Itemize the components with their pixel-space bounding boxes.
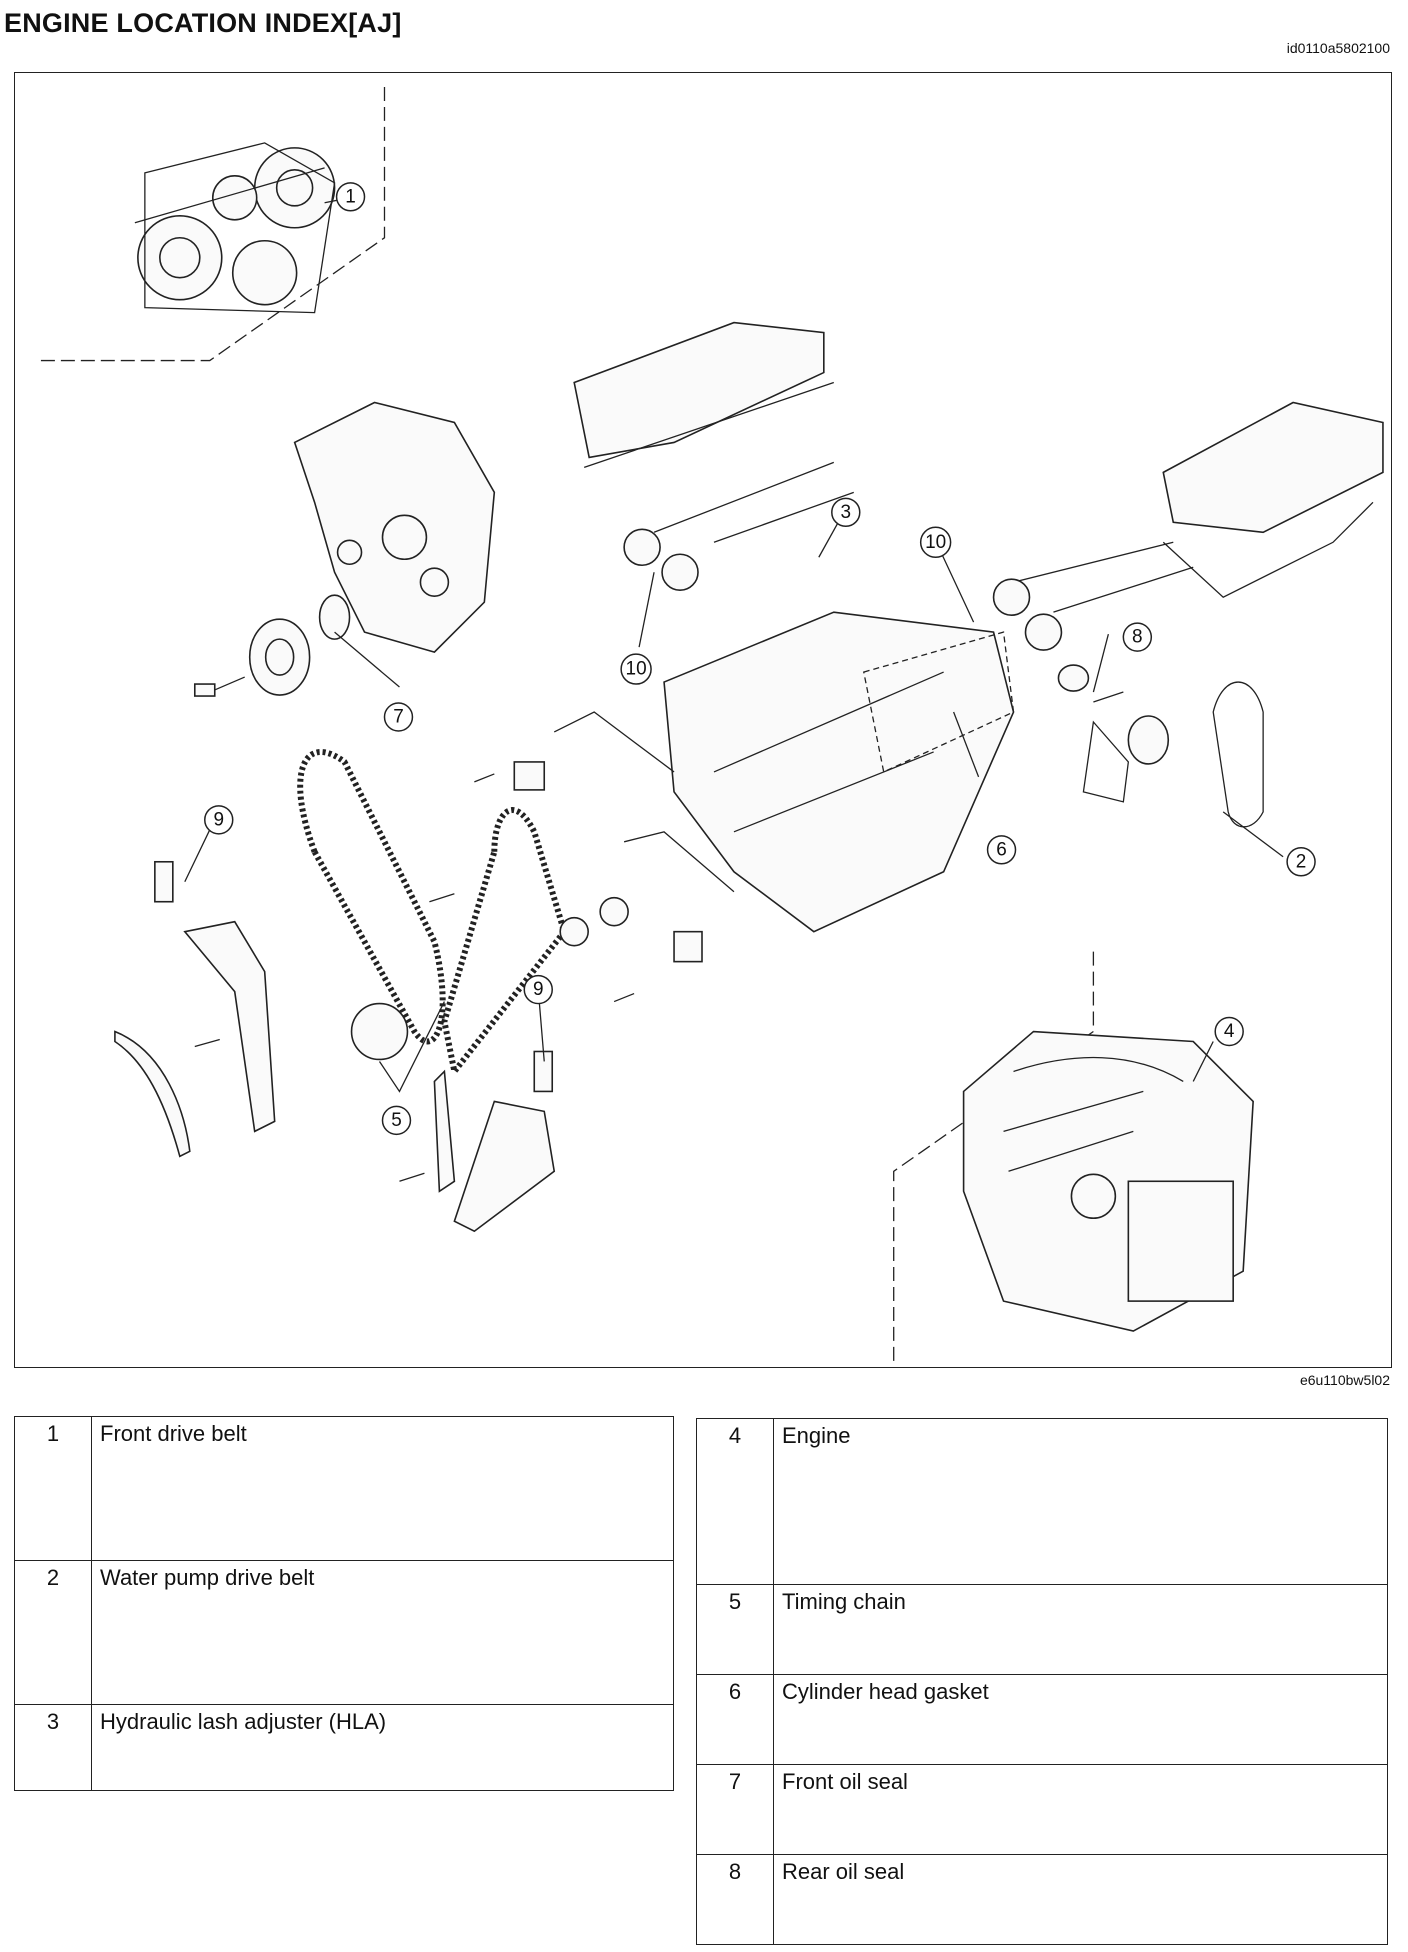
legend-label: Engine: [774, 1419, 1388, 1585]
legend-number: 7: [697, 1765, 774, 1855]
callout-4: [1215, 1018, 1243, 1046]
svg-text:7: 7: [393, 706, 404, 728]
svg-text:9: 9: [532, 979, 544, 1001]
inset-front-drive-belt: [35, 87, 384, 361]
document-id: id0110a5802100: [1286, 40, 1390, 56]
svg-text:4: 4: [1223, 1021, 1235, 1043]
timing-chains: [300, 752, 628, 1071]
svg-text:8: 8: [1132, 626, 1143, 648]
legend-table-right: [696, 1418, 1388, 1945]
svg-text:3: 3: [840, 501, 852, 523]
valve-cover-right: [1163, 402, 1383, 597]
svg-text:6: 6: [996, 839, 1007, 861]
legend-number: 6: [697, 1675, 774, 1765]
water-pump-drive-belt: [1213, 682, 1263, 827]
legend-label: Hydraulic lash adjuster (HLA): [92, 1705, 674, 1791]
legend-label: Front drive belt: [92, 1417, 674, 1561]
callout-8: [1123, 623, 1151, 651]
table-row: [15, 1417, 674, 1561]
table-row: [697, 1765, 1388, 1855]
inset-engine: [894, 952, 1253, 1361]
legend-label: Rear oil seal: [774, 1855, 1388, 1945]
table-row: [15, 1561, 674, 1705]
callout-10-left: [621, 654, 651, 684]
table-row: [697, 1419, 1388, 1585]
legend-number: 1: [15, 1417, 92, 1561]
cylinder-block: [664, 612, 1013, 932]
callout-3: [832, 498, 860, 526]
svg-text:5: 5: [391, 1109, 402, 1131]
callout-10-right: [921, 527, 951, 557]
table-row: [15, 1705, 674, 1791]
callout-5: [382, 1106, 410, 1134]
legend-number: 3: [15, 1705, 92, 1791]
svg-text:10: 10: [625, 658, 647, 680]
diagram-canvas: [15, 73, 1391, 1367]
table-row: [697, 1585, 1388, 1675]
legend-number: 4: [697, 1419, 774, 1585]
svg-text:9: 9: [213, 809, 225, 831]
legend-number: 2: [15, 1561, 92, 1705]
callout-9-lower: [524, 976, 552, 1004]
table-row: [697, 1675, 1388, 1765]
rear-oil-seal: [1058, 665, 1168, 802]
callout-7: [384, 703, 412, 731]
callout-9-upper: [205, 806, 233, 834]
callout-6: [988, 836, 1016, 864]
legend-number: 8: [697, 1855, 774, 1945]
svg-text:1: 1: [345, 186, 356, 208]
legend-label: Front oil seal: [774, 1765, 1388, 1855]
legend-label: Water pump drive belt: [92, 1561, 674, 1705]
callout-2: [1287, 848, 1315, 876]
legend-table-left: [14, 1416, 674, 1791]
page-title: ENGINE LOCATION INDEX[AJ]: [4, 8, 402, 38]
legend-number: 5: [697, 1585, 774, 1675]
svg-text:10: 10: [925, 531, 947, 553]
table-row: [697, 1855, 1388, 1945]
svg-text:2: 2: [1295, 851, 1307, 873]
legend-label: Cylinder head gasket: [774, 1675, 1388, 1765]
crankshaft-pulley: [195, 595, 350, 696]
figure-id: e6u110bw5l02: [1299, 1372, 1390, 1388]
valve-cover-left: [574, 323, 834, 468]
legend-label: Timing chain: [774, 1585, 1388, 1675]
callout-1: [337, 183, 365, 211]
exploded-engine-diagram: [14, 72, 1392, 1368]
